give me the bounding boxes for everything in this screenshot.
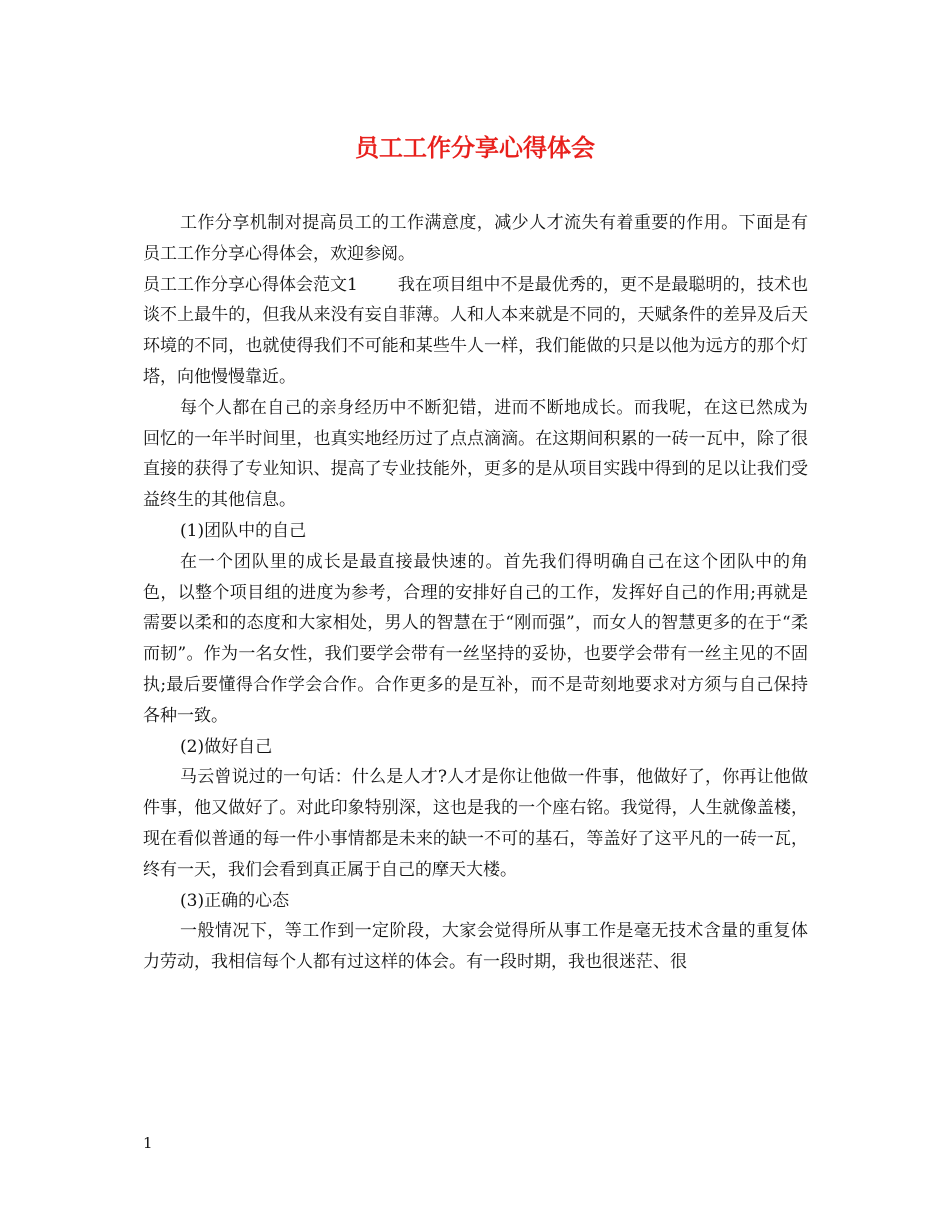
section-heading: (1)团队中的自己 — [180, 520, 307, 541]
sample-label: 员工工作分享心得体会范文1 — [143, 274, 358, 295]
body-paragraph: 每个人都在自己的亲身经历中不断犯错，进而不断地成长。而我呢，在这已然成为回忆的一年半时间里，也真实地经历过了点点滴滴。在这期间积累的一砖一瓦中，除了很直接的获得了专业知识、提高了专业技能外，更多的是从项目实践中得到的足以让我们受益终生的其他信息。 — [143, 397, 808, 511]
page-number: 1 — [143, 1134, 153, 1152]
sample-paragraph — [143, 270, 808, 393]
section-heading: (2)做好自己 — [180, 736, 273, 757]
body-paragraph: 马云曾说过的一句话：什么是人才?人才是你让他做一件事，他做好了，你再让他做件事，他又做好了。对此印象特别深，这也是我的一个座右铭。我觉得，人生就像盖楼，现在看似普通的每一件小事情都是未来的缺一不可的基石，等盖好了这平凡的一砖一瓦，终有一天，我们会看到真正属于自己的摩天大楼。 — [143, 767, 808, 880]
body-paragraph: 在一个团队里的成长是最直接最快速的。首先我们得明确自己在这个团队中的角色，以整个项目组的进度为参考，合理的安排好自己的工作，发挥好自己的作用;再就是需要以柔和的态度和大家相处，男人的智慧在于“刚而强”，而女人的智慧更多的在于“柔而韧”。作为一名女性，我们要学会带有一丝坚持的妥协，也要学会带有一丝主见的不固执;最后要懂得合作学会合作。合作更多的是互补，而不是苛刻地要求对方须与自己保持各种一致。 — [143, 551, 808, 726]
document-title: 员工工作分享心得体会 — [355, 133, 595, 162]
intro-paragraph: 工作分享机制对提高员工的工作满意度，减少人才流失有着重要的作用。下面是有员工工作分享心得体会，欢迎参阅。 — [143, 213, 808, 264]
document-body — [143, 208, 808, 978]
paragraph-text: 我在项目组中不是最优秀的，更不是最聪明的，技术也谈不上最牛的，但我从来没有妄自菲薄。人和人本来就是不同的，天赋条件的差异及后天环境的不同，也就使得我们不可能和某些牛人一样，我们能做的只是以他为远方的那个灯塔，向他慢慢靠近。 — [143, 274, 808, 387]
section-heading: (3)正确的心态 — [180, 890, 290, 911]
body-paragraph: 一般情况下，等工作到一定阶段，大家会觉得所从事工作是毫无技术含量的重复体力劳动，我相信每个人都有过这样的体会。有一段时期，我也很迷茫、很 — [143, 921, 808, 973]
